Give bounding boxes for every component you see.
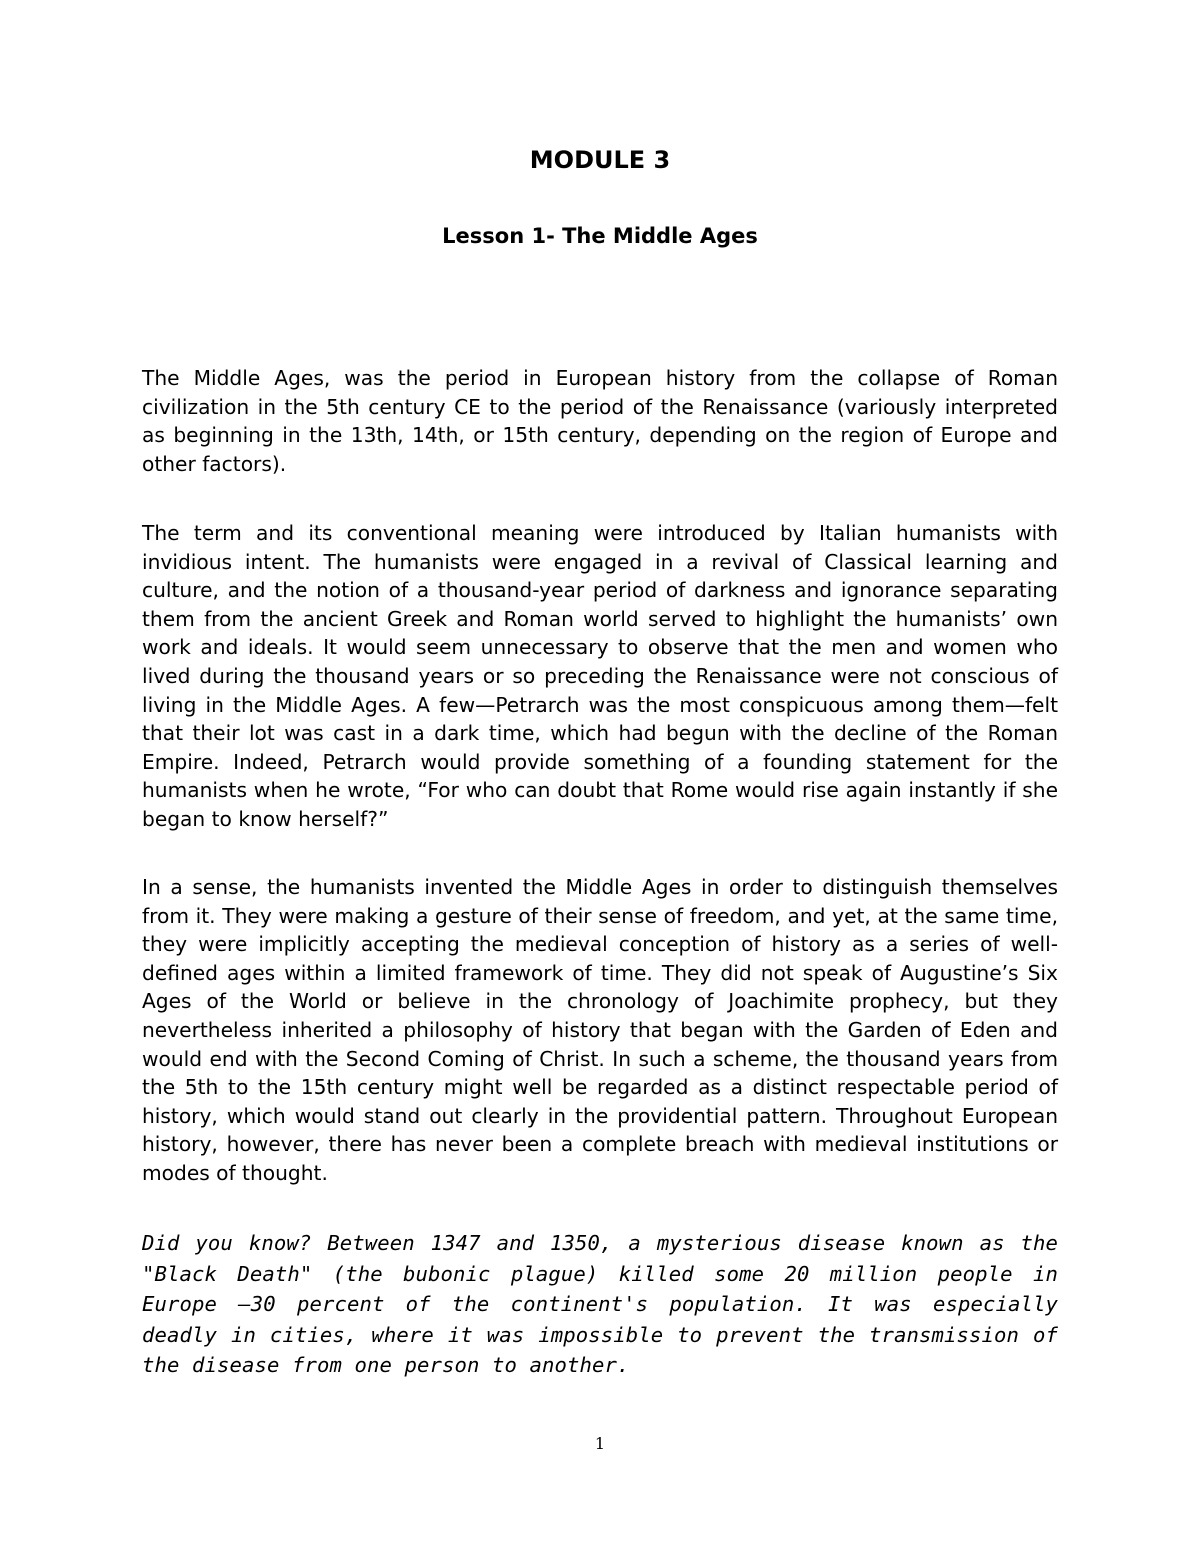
paragraph-humanists-term: The term and its conventional meaning were introduced by Italian humanists with invidious intent. The humanists were engaged in a revival of Classical learning and culture, and the notion of a thousand-year period of darkness and ignorance separating them from the ancient Greek and Roman world served to highlight the humanists’ own work and ideals. It would seem unnecessary to observe that the men and women who lived during the thousand years or so preceding the Renaissance were not conscious of living in the Middle Ages. A few—Petrarch was the most conspicuous among them—felt that their lot was cast in a dark time, which had begun with the decline of the Roman Empire. Indeed, Petrarch would provide something of a founding statement for the humanists when he wrote, “For who can doubt that Rome would rise again instantly if she began to know herself?” xyxy=(142,521,1058,831)
paragraph-humanists-invented: In a sense, the humanists invented the Middle Ages in order to distinguish themselves from it. They were making a gesture of their sense of freedom, and yet, at the same time, they were implicitly accepting the medieval conception of history as a series of well-defined ages within a limited framework of time. They did not speak of Augustine’s Six Ages of the World or believe in the chronology of Joachimite prophecy, but they nevertheless inherited a philosophy of history that began with the Garden of Eden and would end with the Second Coming of Christ. In such a scheme, the thousand years from the 5th to the 15th century might well be regarded as a distinct respectable period of history, which would stand out clearly in the providential pattern. Throughout European history, however, there has never been a complete breach with medieval institutions or modes of thought. xyxy=(142,875,1058,1185)
module-title: MODULE 3 xyxy=(529,146,671,174)
page-number: 1 xyxy=(594,1434,606,1453)
did-you-know-callout: Did you know? Between 1347 and 1350, a mysterious disease known as the "Black Death" (the bubonic plague) killed some 20 million people in Europe —30 percent of the continent's population. It was especially deadly in cities, where it was impossible to prevent the transmission of the disease from one person to another. xyxy=(142,1231,1058,1377)
paragraph-intro: The Middle Ages, was the period in European history from the collapse of Roman civilization in the 5th century CE to the period of the Renaissance (variously interpreted as beginning in the 13th, 14th, or 15th century, depending on the region of Europe and other factors). xyxy=(142,366,1058,476)
lesson-title: Lesson 1- The Middle Ages xyxy=(442,224,758,248)
